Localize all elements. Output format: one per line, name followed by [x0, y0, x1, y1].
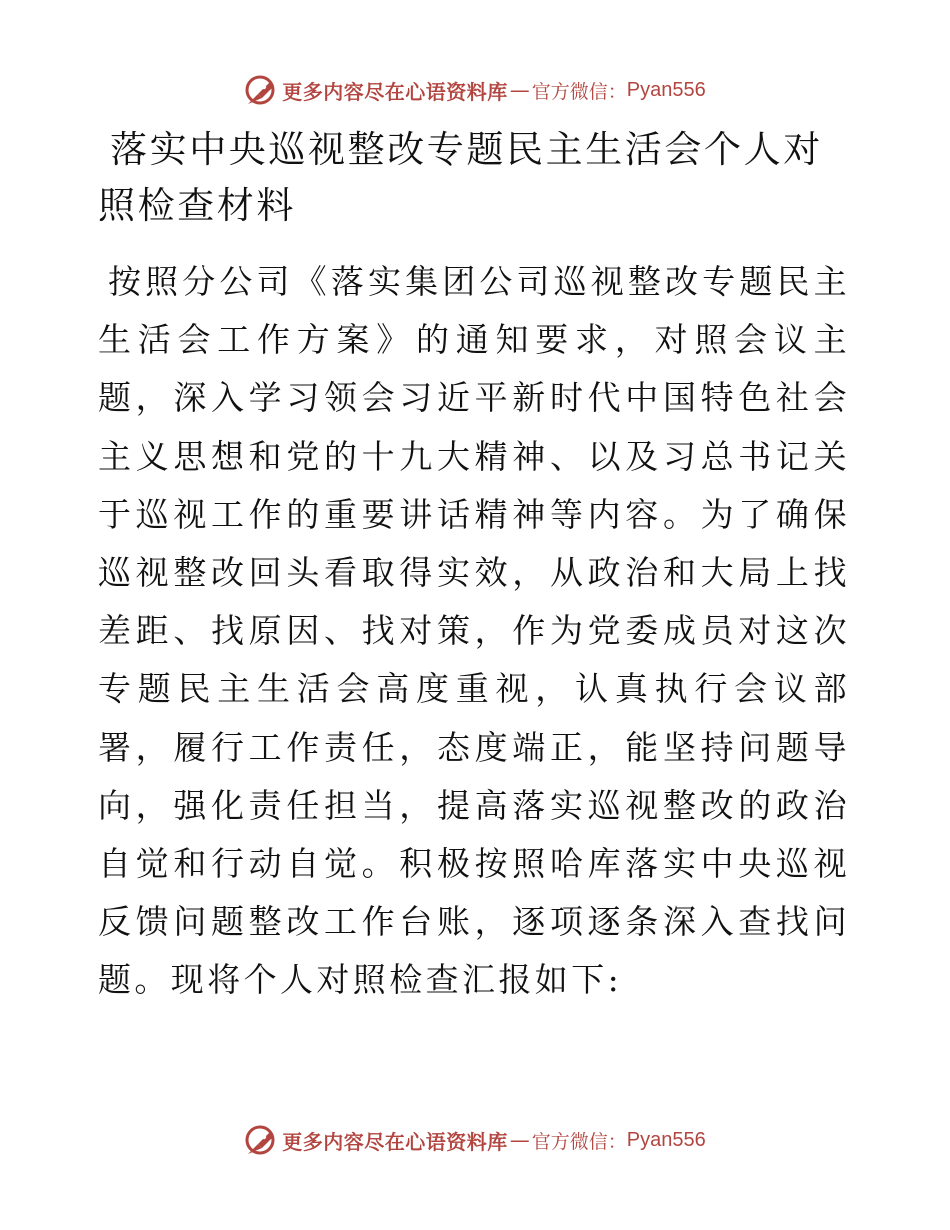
banner-separator: —: [509, 78, 530, 102]
banner-site-text: 更多内容尽在心语资料库: [282, 79, 508, 104]
pen-nib-logo-icon: [244, 74, 276, 106]
banner-separator: —: [509, 1128, 530, 1152]
footer-banner: [0, 1120, 950, 1160]
document-body-paragraph: 按照分公司《落实集团公司巡视整改专题民主生活会工作方案》的通知要求，对照会议主题，深入学习领会习近平新时代中国特色社会主义思想和党的十九大精神、以及习总书记关于巡视工作的重要讲话精神等内容。为了确保巡视整改回头看取得实效，从政治和大局上找差距、找原因、找对策，作为党委成员对这次专题民主生活会高度重视，认真执行会议部署，履行工作责任，态度端正，能坚持问题导向，强化责任担当，提高落实巡视整改的政治自觉和行动自觉。积极按照哈库落实中央巡视反馈问题整改工作台账，逐项逐条深入查找问题。现将个人对照检查汇报如下:: [98, 262, 850, 1000]
banner-wechat-handle: Pyan556: [626, 1128, 706, 1151]
banner-site-text: 更多内容尽在心语资料库: [282, 1129, 508, 1154]
banner-wechat-label: 官方微信：: [531, 1130, 627, 1153]
document-title: 落实中央巡视整改专题民主生活会个人对照检查材料: [98, 128, 823, 227]
banner-wechat-label: 官方微信：: [531, 80, 627, 103]
pen-nib-logo-icon: [244, 1124, 276, 1156]
banner-wechat-handle: Pyan556: [626, 78, 706, 101]
header-banner: [0, 70, 950, 110]
